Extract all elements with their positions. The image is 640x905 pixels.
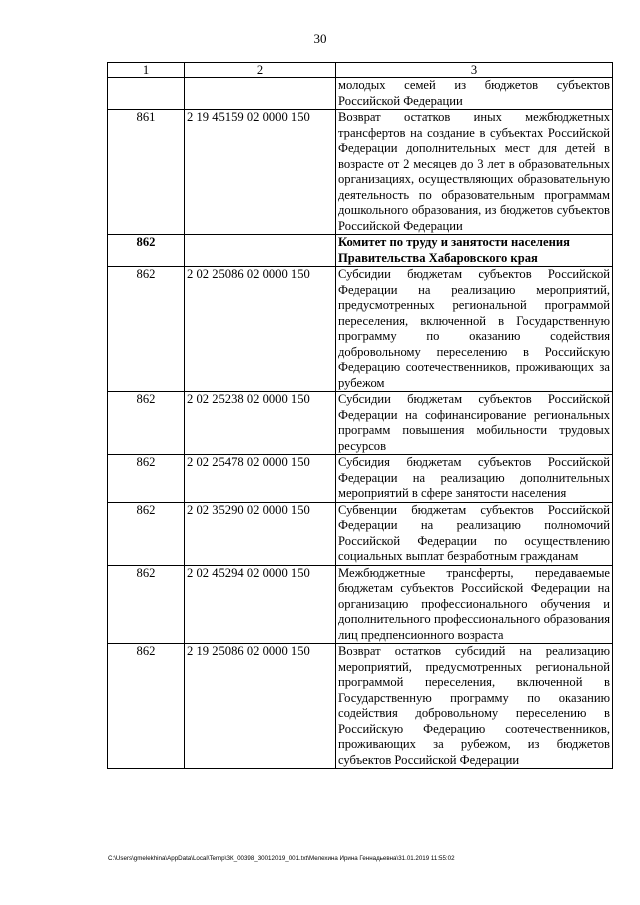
revenue-name-cell: Субсидии бюджетам субъектов Российской Федерации на софинансирование региональных программ повышения мобильности трудовых ресурсов bbox=[336, 392, 613, 455]
table-row bbox=[108, 455, 613, 503]
revenue-name-cell: Межбюджетные трансферты, передаваемые бюджетам субъектов Российской Федерации на организацию профессионального обучения и дополнительного профессионального образования лиц предпенсионного возраста bbox=[336, 565, 613, 644]
admin-code-cell: 862 bbox=[108, 235, 185, 267]
kbk-code-cell: 2 02 35290 02 0000 150 bbox=[185, 502, 336, 565]
table-row bbox=[108, 644, 613, 769]
kbk-code-cell bbox=[185, 235, 336, 267]
revenue-name-cell: Возврат остатков иных межбюджетных трансфертов на создание в субъектах Российской Федерации дополнительных мест для детей в возрасте от 2 месяцев до 3 лет в образовательных организациях, осуществляющих образовательную деятельность по образовательным программам дошкольного образования, из бюджетов субъектов Российской Федерации bbox=[336, 110, 613, 235]
admin-code-cell: 862 bbox=[108, 455, 185, 503]
admin-code-cell: 861 bbox=[108, 110, 185, 235]
table-row bbox=[108, 565, 613, 644]
budget-codes-table bbox=[107, 62, 613, 769]
table-row bbox=[108, 267, 613, 392]
page-number: 30 bbox=[313, 31, 327, 46]
column-header-2: 2 bbox=[185, 63, 336, 78]
admin-code-cell: 862 bbox=[108, 502, 185, 565]
kbk-code-cell: 2 02 45294 02 0000 150 bbox=[185, 565, 336, 644]
revenue-name-cell: Субсидии бюджетам субъектов Российской Федерации на реализацию мероприятий, предусмотренных региональной программой переселения, включенной в Государственную программу по оказанию содействия добровольному переселению в Российскую Федерацию соотечественников, проживающих за рубежом bbox=[336, 267, 613, 392]
revenue-name-cell: Комитет по труду и занятости населения Правительства Хабаровского края bbox=[336, 235, 613, 267]
admin-code-cell bbox=[108, 78, 185, 110]
admin-code-cell: 862 bbox=[108, 267, 185, 392]
revenue-name-cell: Субсидия бюджетам субъектов Российской Федерации на реализацию дополнительных мероприятий в сфере занятости населения bbox=[336, 455, 613, 503]
revenue-name-cell: молодых семей из бюджетов субъектов Российской Федерации bbox=[336, 78, 613, 110]
kbk-code-cell bbox=[185, 78, 336, 110]
admin-code-cell: 862 bbox=[108, 565, 185, 644]
column-header-1: 1 bbox=[108, 63, 185, 78]
admin-code-cell: 862 bbox=[108, 644, 185, 769]
kbk-code-cell: 2 02 25478 02 0000 150 bbox=[185, 455, 336, 503]
kbk-code-cell: 2 02 25238 02 0000 150 bbox=[185, 392, 336, 455]
table-row bbox=[108, 110, 613, 235]
kbk-code-cell: 2 19 25086 02 0000 150 bbox=[185, 644, 336, 769]
kbk-code-cell: 2 02 25086 02 0000 150 bbox=[185, 267, 336, 392]
table-row bbox=[108, 392, 613, 455]
table-header-row bbox=[108, 63, 613, 78]
file-path-footer: C:\Users\gmelekhina\AppData\Local\Temp\ЗК_00398_30012019_001.txt\Мелехина Ирина Геннадьевна\31.01.2019 11:55:02 bbox=[108, 855, 455, 862]
admin-code-cell: 862 bbox=[108, 392, 185, 455]
table-row bbox=[108, 502, 613, 565]
kbk-code-cell: 2 19 45159 02 0000 150 bbox=[185, 110, 336, 235]
column-header-3: 3 bbox=[336, 63, 613, 78]
table-row bbox=[108, 78, 613, 110]
table-section-row bbox=[108, 235, 613, 267]
revenue-name-cell: Возврат остатков субсидий на реализацию мероприятий, предусмотренных региональной программой переселения, включенной в Государственную программу по оказанию содействия добровольному переселению в Российскую Федерацию соотечественников, проживающих за рубежом, из бюджетов субъектов Российской Федерации bbox=[336, 644, 613, 769]
revenue-name-cell: Субвенции бюджетам субъектов Российской Федерации на реализацию полномочий Российской Федерации по осуществлению социальных выплат безработным гражданам bbox=[336, 502, 613, 565]
